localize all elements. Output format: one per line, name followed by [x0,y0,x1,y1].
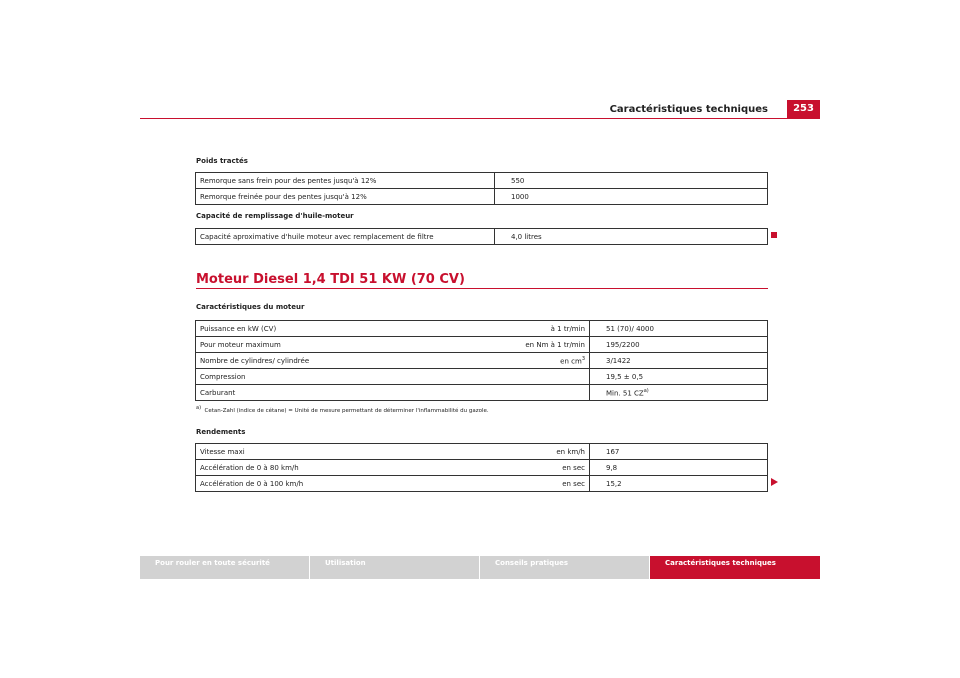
section-title-poids: Poids tractés [196,157,248,165]
row-label: Pour moteur maximum [196,337,482,353]
engine-heading: Moteur Diesel 1,4 TDI 51 KW (70 CV) [196,272,465,287]
page-header [140,100,820,118]
row-unit [481,369,590,385]
row-value: 19,5 ± 0,5 [590,369,768,385]
row-value [590,385,768,401]
table-row [196,189,768,205]
footer-nav [140,556,820,579]
table-row [196,173,768,189]
row-unit: à 1 tr/min [550,324,585,333]
table-moteur [195,320,768,401]
table-row [196,444,768,460]
row-label: Remorque freinée pour des pentes jusqu'à 12% [196,189,495,205]
header-title: Caractéristiques techniques [609,104,768,115]
row-label: Capacité aproximative d'huile moteur avec remplacement de filtre [200,232,434,241]
table-row [196,385,768,401]
table-row [196,369,768,385]
unit-superscript: 3 [581,355,585,362]
row-value: 3/1422 [590,353,768,369]
row-value: 9,8 [590,460,768,476]
footnote-text: Cetan-Zahl (indice de cétane) = Unité de mesure permettant de déterminer l'inflammabilité du gazole. [204,407,489,414]
row-value: 15,2 [590,476,768,492]
row-unit: en Nm à 1 tr/min [481,337,590,353]
row-value: 1000 [495,189,768,205]
row-unit: en sec [481,460,590,476]
row-label: Carburant [196,385,482,401]
row-unit: en sec [481,476,590,492]
table-row [196,337,768,353]
table-poids [195,172,768,205]
tab-utilisation[interactable]: Utilisation [310,556,479,579]
row-value: 167 [590,444,768,460]
footnote [196,405,489,414]
table-row [196,321,768,337]
heading-rule [196,288,768,289]
row-label: Compression [196,369,482,385]
value-text: Min. 51 CZ [606,389,644,398]
row-value: 550 [495,173,768,189]
row-label: Accélération de 0 à 100 km/h [196,476,482,492]
table-row [196,353,768,369]
unit-text: en cm [560,357,582,366]
tab-conseils[interactable]: Conseils pratiques [480,556,649,579]
table-rendements [195,443,768,492]
next-page-arrow-icon [771,478,778,486]
row-label: Accélération de 0 à 80 km/h [196,460,482,476]
row-label: Nombre de cylindres/ cylindrée [196,353,482,369]
section-title-rendements: Rendements [196,428,246,436]
footnote-ref: a) [643,387,649,394]
tab-securite[interactable]: Pour rouler en toute sécurité [140,556,309,579]
table-row [196,229,768,245]
table-row [196,476,768,492]
row-label: Puissance en kW (CV) [200,324,277,333]
row-value: 195/2200 [590,337,768,353]
row-unit [481,385,590,401]
section-title-huile: Capacité de remplissage d'huile-moteur [196,212,354,220]
page-number: 253 [787,100,820,118]
footnote-mark: a) [196,405,202,411]
table-huile [195,228,768,245]
row-unit [481,353,590,369]
row-label: Remorque sans frein pour des pentes jusqu'à 12% [200,176,377,185]
row-value: 51 (70)/ 4000 [590,321,768,337]
header-rule [140,118,820,119]
row-unit: en km/h [556,447,585,456]
end-square-icon [771,232,777,238]
row-value: 4,0 litres [495,229,768,245]
table-row [196,460,768,476]
tab-caracteristiques[interactable]: Caractéristiques techniques [650,556,820,579]
row-label: Vitesse maxi [200,447,245,456]
section-title-moteur: Caractéristiques du moteur [196,303,305,311]
